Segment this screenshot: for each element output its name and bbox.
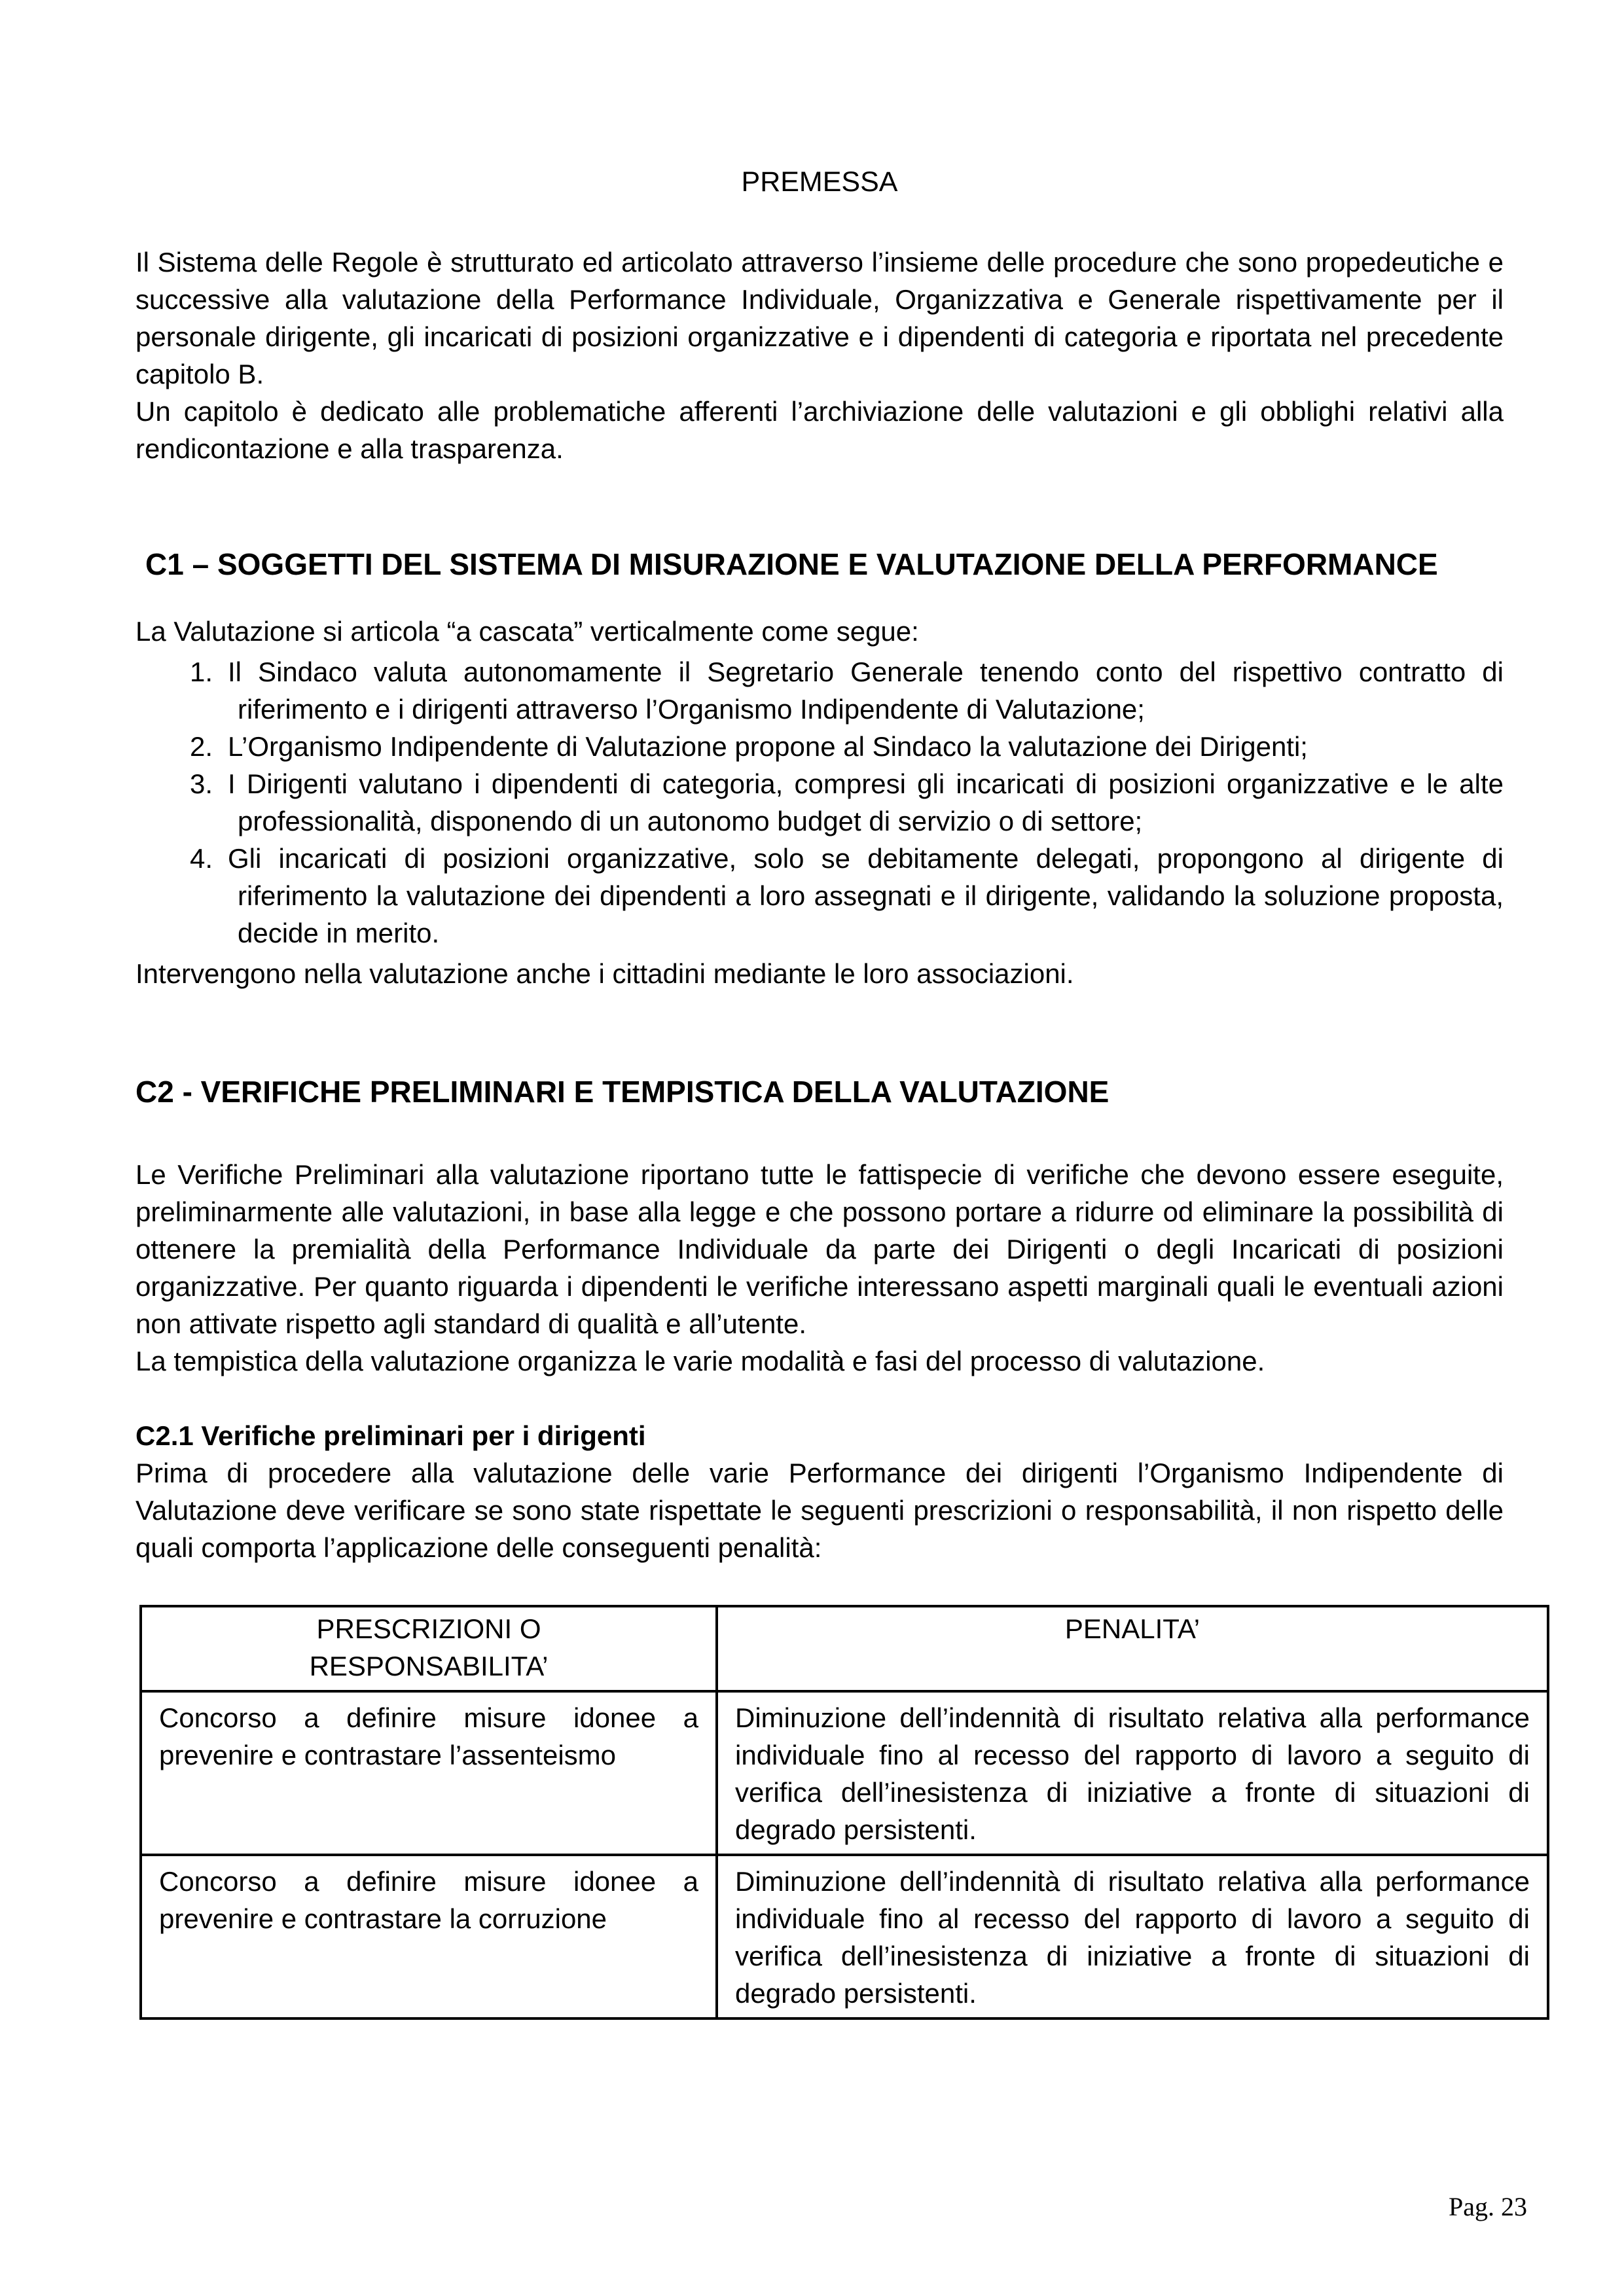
list-item	[135, 765, 1504, 840]
section-c2-1-heading: C2.1 Verifiche preliminari per i dirigenti	[135, 1420, 646, 1451]
c2-paragraph-2: La tempistica della valutazione organizza le varie modalità e fasi del processo di valutazione.	[135, 1346, 1265, 1376]
penalty-cell: Diminuzione dell’indennità di risultato relativa alla performance individuale fino al recesso del rapporto di lavoro a seguito di verifica dell’inesistenza di iniziative a fronte di situazioni di degrado persistenti.	[717, 1855, 1548, 2018]
list-item-number: 3.	[190, 768, 213, 799]
prescription-cell: Concorso a definire misure idonee a prevenire e contrastare l’assenteismo	[141, 1691, 717, 1855]
list-item	[135, 653, 1504, 728]
c2-paragraph-1: Le Verifiche Preliminari alla valutazione riportano tutte le fattispecie di verifiche che devono essere eseguite, preliminarmente alle valutazioni, in base alla legge e che possono portare a ridurre od eliminare la possibilità di ottenere la premialità della Performance Individuale da parte dei Dirigenti o degli Incaricati di posizioni organizzative. Per quanto riguarda i dipendenti le verifiche interessano aspetti marginali quali le eventuali azioni non attivate rispetto agli standard di qualità e all’utente.	[135, 1159, 1504, 1339]
table-header-penalties: PENALITA’	[717, 1606, 1548, 1691]
list-item-number: 4.	[190, 843, 213, 874]
section-c2-heading: C2 - VERIFICHE PRELIMINARI E TEMPISTICA DELLA VALUTAZIONE	[135, 1075, 1110, 1109]
table-row	[141, 1855, 1548, 2018]
list-item-text: Il Sindaco valuta autonomamente il Segretario Generale tenendo conto del rispettivo contratto di riferimento e i dirigenti attraverso l’Organismo Indipendente di Valutazione;	[228, 656, 1504, 725]
section-c1-outro: Intervengono nella valutazione anche i cittadini mediante le loro associazioni.	[135, 958, 1074, 989]
section-c2-paragraphs	[135, 1156, 1504, 1380]
prescriptions-penalties-table	[139, 1605, 1549, 2020]
list-item	[135, 728, 1504, 765]
intro-paragraphs	[135, 243, 1504, 467]
list-item-number: 1.	[190, 656, 213, 687]
table-header-row	[141, 1606, 1548, 1691]
prescription-cell: Concorso a definire misure idonee a prevenire e contrastare la corruzione	[141, 1855, 717, 2018]
table-header-prescriptions: PRESCRIZIONI O RESPONSABILITA’	[141, 1606, 717, 1691]
section-c1-lead: La Valutazione si articola “a cascata” verticalmente come segue:	[135, 616, 919, 647]
list-item-number: 2.	[190, 731, 213, 762]
table-row	[141, 1691, 1548, 1855]
intro-paragraph-2: Un capitolo è dedicato alle problematiche afferenti l’archiviazione delle valutazioni e gli obblighi relativi alla rendicontazione e alla trasparenza.	[135, 396, 1504, 464]
page-number: Pag. 23	[1449, 2192, 1527, 2221]
section-c2-1-paragraph: Prima di procedere alla valutazione delle varie Performance dei dirigenti l’Organismo Indipendente di Valutazione deve verificare se sono state rispettate le seguenti prescrizioni o responsabilità, il non rispetto delle quali comporta l’applicazione delle conseguenti penalità:	[135, 1458, 1504, 1563]
list-item-text: I Dirigenti valutano i dipendenti di categoria, compresi gli incaricati di posizioni organizzative e le alte professionalità, disponendo di un autonomo budget di servizio o di settore;	[228, 768, 1504, 836]
penalty-cell: Diminuzione dell’indennità di risultato relativa alla performance individuale fino al recesso del rapporto di lavoro a seguito di verifica dell’inesistenza di iniziative a fronte di situazioni di degrado persistenti.	[717, 1691, 1548, 1855]
list-item-text: Gli incaricati di posizioni organizzative, solo se debitamente delegati, propongono al dirigente di riferimento la valutazione dei dipendenti a loro assegnati e il dirigente, validando la soluzione proposta, decide in merito.	[228, 843, 1504, 948]
text-column	[135, 0, 1530, 2020]
page-title: PREMESSA	[741, 166, 898, 198]
list-item	[135, 840, 1504, 952]
section-c1-heading: C1 – SOGGETTI DEL SISTEMA DI MISURAZIONE E VALUTAZIONE DELLA PERFORMANCE	[145, 547, 1438, 581]
list-item-text: L’Organismo Indipendente di Valutazione propone al Sindaco la valutazione dei Dirigenti;	[228, 731, 1308, 762]
intro-paragraph-1: Il Sistema delle Regole è strutturato ed articolato attraverso l’insieme delle procedure che sono propedeutiche e successive alla valutazione della Performance Individuale, Organizzativa e Generale rispettivamente per il personale dirigente, gli incaricati di posizioni organizzative e i dipendenti di categoria e riportata nel precedente capitolo B.	[135, 247, 1504, 389]
cascata-numbered-list	[135, 653, 1504, 952]
